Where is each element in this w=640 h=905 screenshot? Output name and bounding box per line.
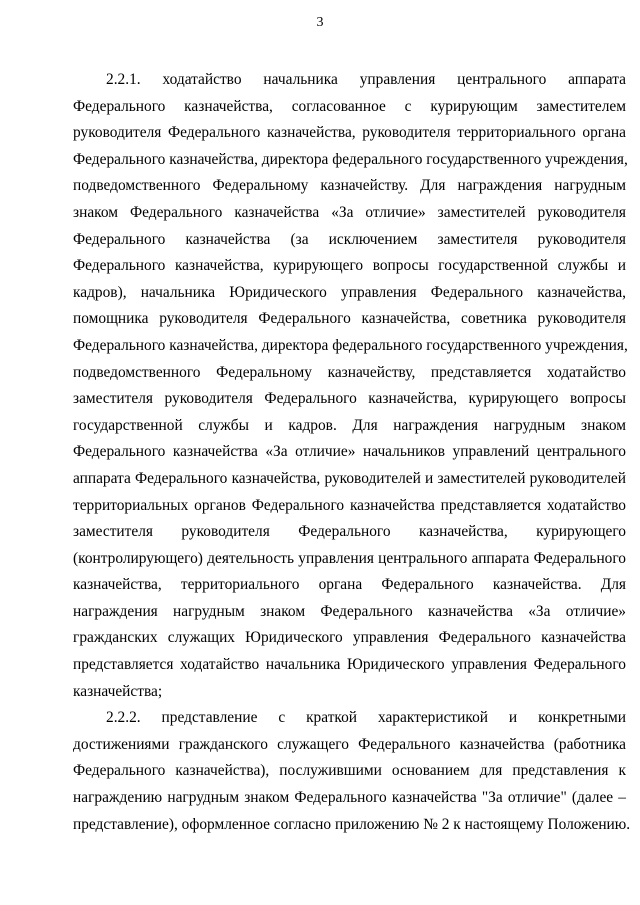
text-line: Федерального казначейства, согласованное с курирующим заместителем <box>73 97 626 115</box>
text-line: казначейства, территориального органа Федерального казначейства. Для <box>73 576 626 594</box>
paragraph-2-2-2 <box>73 705 631 838</box>
text-line: награждению нагрудным знаком Федерального казначейства "За отличие" (далее – <box>73 789 626 807</box>
text-line: 2.2.2. представление с краткой характеристикой и конкретными <box>106 709 626 727</box>
text-line: Федерального казначейства, директора федерального государственного учреждения, <box>73 336 628 354</box>
text-line: подведомственного Федеральному казначейству. Для награждения нагрудным <box>73 177 626 195</box>
text-line: (контролирующего) деятельность управления центрального аппарата Федерального <box>73 549 626 567</box>
text-line: 2.2.1. ходатайство начальника управления центрального аппарата <box>106 71 626 88</box>
text-line: Федерального казначейства «За отличие» начальников управлений центрального <box>73 443 626 461</box>
text-line: государственной службы и кадров. Для награждения нагрудным знаком <box>73 416 626 434</box>
text-line: аппарата Федерального казначейства, руководителей и заместителей руководителей <box>73 469 626 487</box>
text-line: подведомственного Федеральному казначейству, представляется ходатайство <box>73 363 626 381</box>
text-line: заместителя руководителя Федерального казначейства, курирующего вопросы <box>73 390 626 408</box>
text-line: достижениями гражданского служащего Федерального казначейства (работника <box>73 735 626 753</box>
text-line: представление), оформленное согласно приложению № 2 к настоящему Положению. <box>73 815 631 833</box>
text-line: знаком Федерального казначейства «За отличие» заместителей руководителя <box>73 203 626 221</box>
text-line: Федерального казначейства, директора федерального государственного учреждения, <box>73 150 628 168</box>
text-line: казначейства; <box>73 682 163 700</box>
text-line: руководителя Федерального казначейства, руководителя территориального органа <box>73 124 626 142</box>
text-line: награждения нагрудным знаком Федерального казначейства «За отличие» <box>73 602 626 620</box>
text-line: помощника руководителя Федерального казначейства, советника руководителя <box>73 310 626 328</box>
text-line: гражданских служащих Юридического управления Федерального казначейства <box>73 629 626 647</box>
text-line: представляется ходатайство начальника Юридического управления Федерального <box>73 656 626 674</box>
document-body <box>73 67 631 838</box>
text-line: Федерального казначейства (за исключением заместителя руководителя <box>73 230 626 248</box>
text-line: кадров), начальника Юридического управления Федерального казначейства, <box>73 283 626 301</box>
paragraph-2-2-1 <box>73 67 626 705</box>
page-number: 3 <box>316 15 324 30</box>
text-line: заместителя руководителя Федерального казначейства, курирующего <box>73 523 626 541</box>
text-line: территориальных органов Федерального казначейства представляется ходатайство <box>73 496 626 514</box>
text-line: Федерального казначейства), послужившими основанием для представления к <box>73 762 626 780</box>
text-line: Федерального казначейства, курирующего вопросы государственной службы и <box>73 257 626 275</box>
